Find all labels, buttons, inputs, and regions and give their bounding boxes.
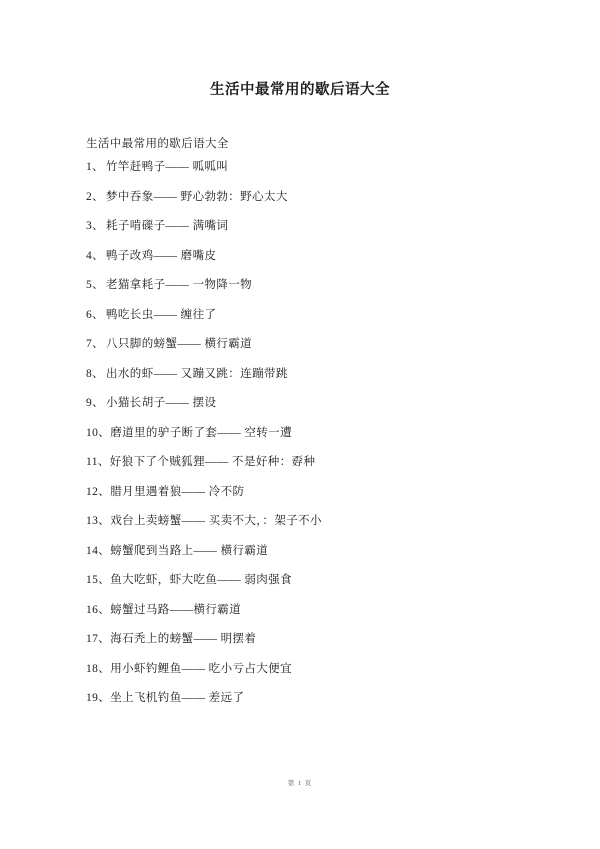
list-item	[86, 162, 514, 174]
list-item-text: 鸭吃长虫—— 缠往了	[106, 308, 217, 321]
list-item-number: 19、	[86, 692, 111, 704]
list-item-text: 鸭子改鸡—— 磨嘴皮	[106, 249, 217, 262]
list-item	[86, 428, 514, 440]
list-item	[86, 605, 514, 617]
list-item-text: 坐上飞机钓鱼—— 差远了	[110, 692, 245, 704]
document-lead: 生活中最常用的歇后语大全	[86, 138, 229, 150]
list-item	[86, 487, 514, 499]
list-item-text: 耗子啃磲子—— 满嘴词	[106, 220, 229, 232]
list-item-number: 1、	[86, 161, 105, 173]
list-item	[86, 634, 514, 646]
list-item-text: 小猫长胡子—— 摆设	[106, 397, 217, 409]
list-item-text: 出水的虾—— 又蹦又跳：连蹦带跳	[106, 367, 288, 380]
list-item-text: 好狼下了个贼狐狸—— 不是好种：孬种	[109, 456, 316, 468]
list-item	[86, 398, 514, 410]
list-item-number: 7、	[86, 338, 105, 350]
list-item	[86, 192, 514, 204]
list-item-number: 13、	[86, 515, 111, 527]
list-item-number: 2、	[86, 190, 105, 203]
list-item-number: 14、	[86, 544, 111, 557]
list-item-text: 竹竿赶鸭子—— 呱呱叫	[106, 161, 229, 173]
list-item	[86, 457, 514, 469]
list-item-text: 海石秃上的螃蟹—— 明摆着	[110, 633, 257, 645]
list-item-text: 螃蟹爬到当路上—— 横行霸道	[110, 544, 269, 557]
list-item-number: 10、	[86, 426, 111, 439]
list-item-text: 老猫拿耗子—— 一物降一物	[106, 279, 253, 291]
list-item	[86, 546, 514, 558]
list-item-text: 八只脚的螃蟹—— 横行霸道	[106, 338, 253, 350]
list-item	[86, 221, 514, 233]
list-item	[86, 369, 514, 381]
list-item-number: 11、	[86, 456, 110, 468]
list-item-number: 12、	[86, 485, 111, 498]
list-item-text: 腊月里遇着狼—— 冷不防	[110, 485, 245, 498]
list-item-text: 鱼大吃虾，虾大吃鱼—— 弱肉强食	[110, 574, 292, 586]
list-item-text: 磨道里的驴子断了套—— 空转一遭	[110, 426, 292, 439]
list-item-text: 用小虾钓鲤鱼—— 吃小亏占大便宜	[110, 662, 292, 675]
list-item	[86, 251, 514, 263]
list-item-number: 6、	[86, 308, 105, 321]
list-item	[86, 693, 514, 705]
list-item	[86, 339, 514, 351]
page-title: 生活中最常用的歇后语大全	[210, 82, 390, 98]
list-item	[86, 664, 514, 676]
xiehouyu-list	[86, 162, 514, 705]
list-item-text: 梦中吞象—— 野心勃勃：野心太大	[106, 190, 288, 203]
list-item-number: 9、	[86, 397, 105, 409]
list-item	[86, 575, 514, 587]
list-item-number: 18、	[86, 662, 111, 675]
page-footer: 第 1 页	[287, 780, 313, 787]
list-item-number: 15、	[86, 574, 111, 586]
list-item-text: 戏台上卖螃蟹—— 买卖不大，：架子不小	[110, 515, 322, 527]
list-item	[86, 516, 514, 528]
list-item-number: 8、	[86, 367, 105, 380]
list-item	[86, 280, 514, 292]
list-item-number: 16、	[86, 603, 111, 616]
list-item-number: 5、	[86, 279, 105, 291]
list-item-number: 17、	[86, 633, 111, 645]
list-item-number: 4、	[86, 249, 105, 262]
list-item-number: 3、	[86, 220, 105, 232]
list-item	[86, 310, 514, 322]
list-item-text: 螃蟹过马路——横行霸道	[110, 603, 242, 616]
